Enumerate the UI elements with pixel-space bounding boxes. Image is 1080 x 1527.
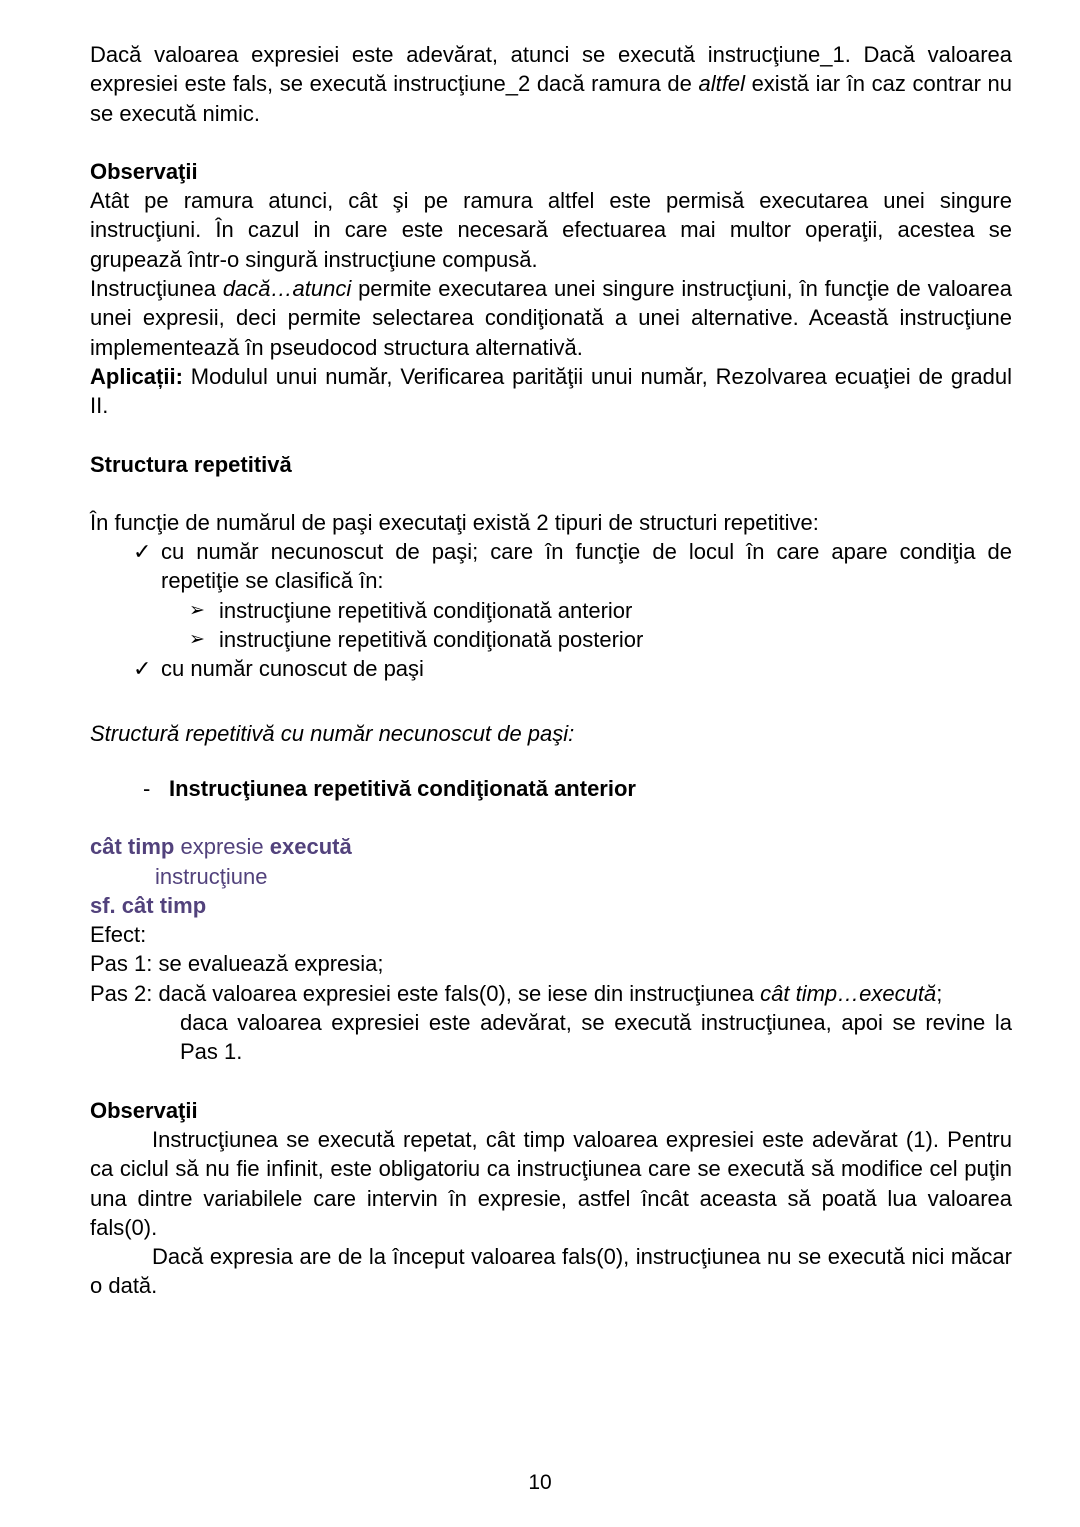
effect-step-2-text-1: Pas 2: dacă valoarea expresiei este fals(0), se iese din instrucţiunea bbox=[90, 980, 761, 1006]
subtitle-unknown-steps: Structură repetitivă cu număr necunoscut de paşi: bbox=[90, 720, 575, 746]
effect-step-1: Pas 1: se evaluează expresia; bbox=[90, 951, 384, 977]
checkmark-icon: ✓ bbox=[133, 539, 152, 565]
keyword-executa: execută bbox=[269, 834, 352, 860]
effect-step-2-italic: cât timp…execută bbox=[760, 980, 937, 1006]
paragraph-branches: Atât pe ramura atunci, cât şi pe ramura altfel este permisă executarea unei singure instrucţiuni. În cazul in care este necesară efectuarea mai multor operaţii, acestea se grupează într-o singură instrucţiune compusă. bbox=[90, 188, 1012, 272]
arrowhead-bullet-icon: ➢ bbox=[189, 599, 205, 621]
code-operand-expresie: expresie bbox=[174, 834, 270, 860]
paragraph-false-start: Dacă expresia are de la început valoarea fals(0), instrucţiunea nu se execută nici măcar o dată. bbox=[90, 1244, 1012, 1299]
arrowhead-bullet-icon: ➢ bbox=[189, 629, 205, 651]
dash-item-anterior bbox=[143, 774, 1012, 803]
effect-step-2-text-2: ; bbox=[936, 980, 943, 1006]
dash-bullet-icon: - bbox=[143, 775, 151, 801]
paragraph-daca-italic: dacă…atunci bbox=[222, 276, 352, 302]
paragraph-repeat-behavior: Instrucţiunea se execută repetat, cât timp valoarea expresiei este adevărat (1). Pentru ca ciclul să nu fie infinit, este obligatoriu ca instrucţiunea care se execută să modifice cel puţin una dintre variabilele care intervin în expresie, astfel încât aceasta să poată lua valoarea fals(0). bbox=[90, 1126, 1012, 1240]
code-line-body: instrucţiune bbox=[155, 863, 268, 889]
arrow-item-anterior-label: instrucţiune repetitivă condiţionată anterior bbox=[219, 597, 633, 623]
heading-observations-1: Observaţii bbox=[90, 158, 198, 184]
keyword-cat-timp: cât timp bbox=[90, 834, 175, 860]
arrow-item-posterior bbox=[189, 625, 1012, 654]
pseudocode-block bbox=[90, 832, 1012, 920]
check-item-unknown-steps-label: cu număr necunoscut de paşi; care în funcţie de locul în care apare condiţia de repetiţie se clasifică în: bbox=[161, 539, 1012, 594]
applications-label: Aplicații: bbox=[90, 363, 183, 389]
paragraph-repetitive-intro: În funcţie de numărul de paşi executaţi există 2 tipuri de structuri repetitive: bbox=[90, 509, 819, 535]
checkmark-icon: ✓ bbox=[133, 656, 152, 682]
paragraph-intro-text-2: există iar în caz contrar nu se execută nimic. bbox=[90, 71, 1012, 126]
paragraph-daca-text-1: Instrucţiunea bbox=[90, 276, 223, 302]
effect-step-2-continuation: daca valoarea expresiei este adevărat, se execută instrucţiunea, apoi se revine la Pas 1. bbox=[180, 1010, 1012, 1065]
check-item-known-steps-label: cu număr cunoscut de paşi bbox=[161, 656, 424, 682]
paragraph-applications bbox=[90, 362, 1012, 421]
code-line-end: sf. cât timp bbox=[90, 892, 207, 918]
paragraph-daca-atunci bbox=[90, 274, 1012, 362]
dash-item-anterior-label: Instrucţiunea repetitivă condiţionată anterior bbox=[169, 775, 636, 801]
arrow-item-anterior bbox=[189, 596, 1012, 625]
page-number: 10 bbox=[528, 1471, 552, 1494]
check-item-known-steps bbox=[133, 654, 1012, 683]
heading-repetitive-structure: Structura repetitivă bbox=[90, 451, 292, 477]
arrow-item-posterior-label: instrucţiune repetitivă condiţionată posterior bbox=[219, 627, 644, 653]
paragraph-intro-text-1: Dacă valoarea expresiei este adevărat, atunci se execută instrucţiune_1. Dacă valoarea expresiei este fals, se execută instrucţiune_2 dacă ramura de bbox=[90, 42, 1012, 97]
paragraph-daca-text-2: permite executarea unei singure instrucţiuni, în funcţie de valoarea unei expresii, deci permite selectarea condiţionată a unei alternative. Această instrucţiune implementează în pseudocod structura alternativă. bbox=[90, 276, 1013, 360]
paragraph-intro bbox=[90, 40, 1012, 128]
check-item-unknown-steps bbox=[133, 537, 1012, 596]
effect-label: Efect: bbox=[90, 922, 147, 948]
applications-text: Modulul unui număr, Verificarea parităţii unui număr, Rezolvarea ecuaţiei de gradul II. bbox=[90, 363, 1012, 419]
paragraph-intro-italic: altfel bbox=[698, 71, 745, 97]
code-line-while bbox=[90, 832, 1012, 861]
heading-observations-2: Observaţii bbox=[90, 1097, 198, 1123]
effect-step-2 bbox=[90, 979, 1012, 1008]
